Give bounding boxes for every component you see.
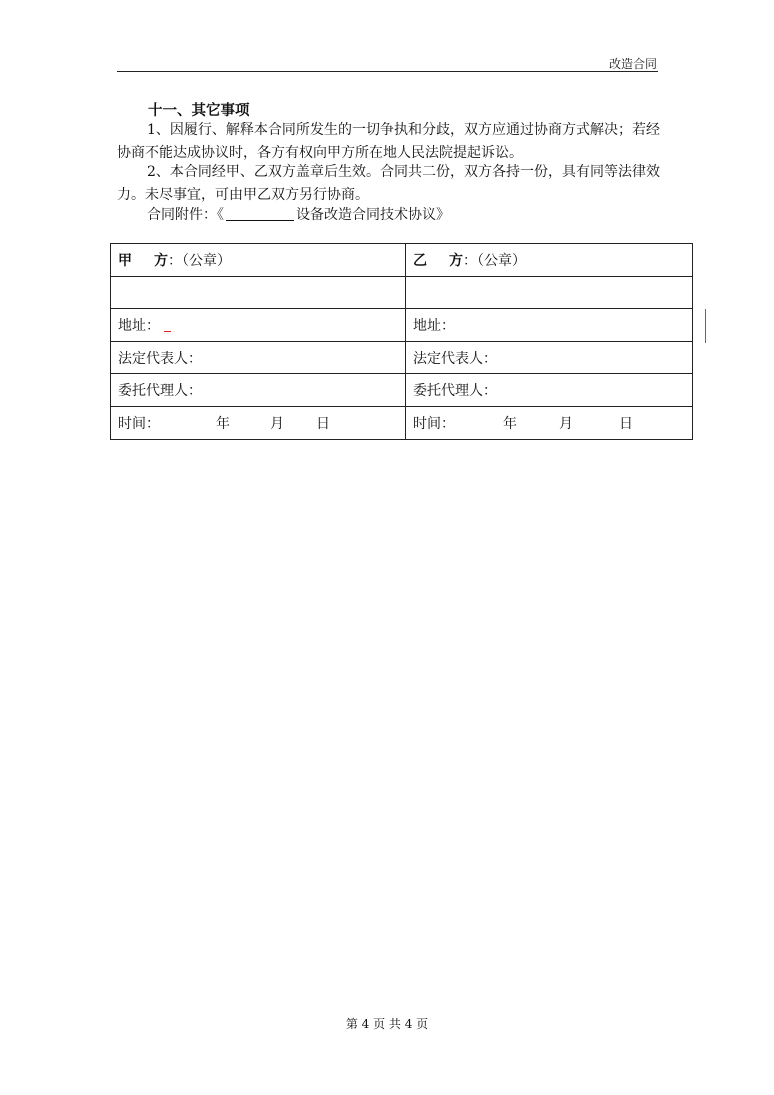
table-row (111, 406, 693, 439)
attachment-prefix: 合同附件：《 (147, 207, 224, 223)
party-b-seal: ：（公章） (463, 252, 526, 269)
header-title: 改造合同 (608, 57, 657, 71)
paragraph-dispute: 1、因履行、解释本合同所发生的一切争执和分歧，双方应通过协商方式解决；若经协商不能达成协议时，各方有权向甲方所在地人民法院提起诉讼。 (117, 122, 660, 161)
party-b-cell (406, 244, 693, 277)
table-row (111, 341, 693, 374)
year-label: 年 (503, 415, 517, 432)
day-label: 日 (316, 415, 330, 432)
party-a-address-cell[interactable] (111, 309, 406, 342)
party-a-legal-rep-cell[interactable] (111, 341, 406, 374)
legal-rep-label: 法定代表人： (413, 350, 497, 367)
paragraph-effect: 2、本合同经甲、乙双方盖章后生效。合同共二份，双方各持一份，具有同等法律效力。未尽事宜，可由甲乙双方另行协商。 (117, 164, 660, 203)
margin-mark (705, 309, 706, 343)
legal-rep-label: 法定代表人： (118, 350, 202, 367)
attachment-suffix: 设备改造合同技术协议》 (296, 207, 450, 223)
party-a-seal: ：（公章） (168, 252, 231, 269)
agent-label: 委托代理人： (118, 383, 202, 400)
section-heading: 十一、其它事项 (148, 102, 250, 119)
time-label: 时间： (413, 415, 455, 432)
header-rule (117, 71, 658, 72)
party-a-name-cell[interactable] (111, 276, 406, 309)
party-b-name-cell[interactable] (406, 276, 693, 309)
signature-table (110, 243, 693, 440)
day-label: 日 (619, 415, 633, 432)
party-a-time-cell[interactable] (111, 406, 406, 439)
page-footer: 第 4 页 共 4 页 (345, 1017, 429, 1031)
table-row (111, 276, 693, 309)
party-a-label-2: 方 (154, 252, 168, 269)
party-a-cell (111, 244, 406, 277)
month-label: 月 (559, 415, 573, 432)
party-b-address-cell[interactable] (406, 309, 693, 342)
red-underline-mark (164, 323, 171, 332)
party-a-agent-cell[interactable] (111, 374, 406, 407)
party-b-label-2: 方 (449, 252, 463, 269)
party-b-label-1: 乙 (413, 252, 427, 269)
table-row (111, 244, 693, 277)
address-label: 地址： (413, 317, 455, 334)
attachment-blank[interactable] (226, 206, 294, 221)
address-label: 地址： (118, 317, 160, 334)
time-label: 时间： (118, 415, 160, 432)
table-row (111, 374, 693, 407)
agent-label: 委托代理人： (413, 383, 497, 400)
party-b-agent-cell[interactable] (406, 374, 693, 407)
month-label: 月 (270, 415, 284, 432)
year-label: 年 (216, 415, 230, 432)
paragraph-attachment (117, 204, 660, 227)
party-a-label-1: 甲 (118, 252, 132, 269)
party-b-time-cell[interactable] (406, 406, 693, 439)
table-row (111, 309, 693, 342)
party-b-legal-rep-cell[interactable] (406, 341, 693, 374)
